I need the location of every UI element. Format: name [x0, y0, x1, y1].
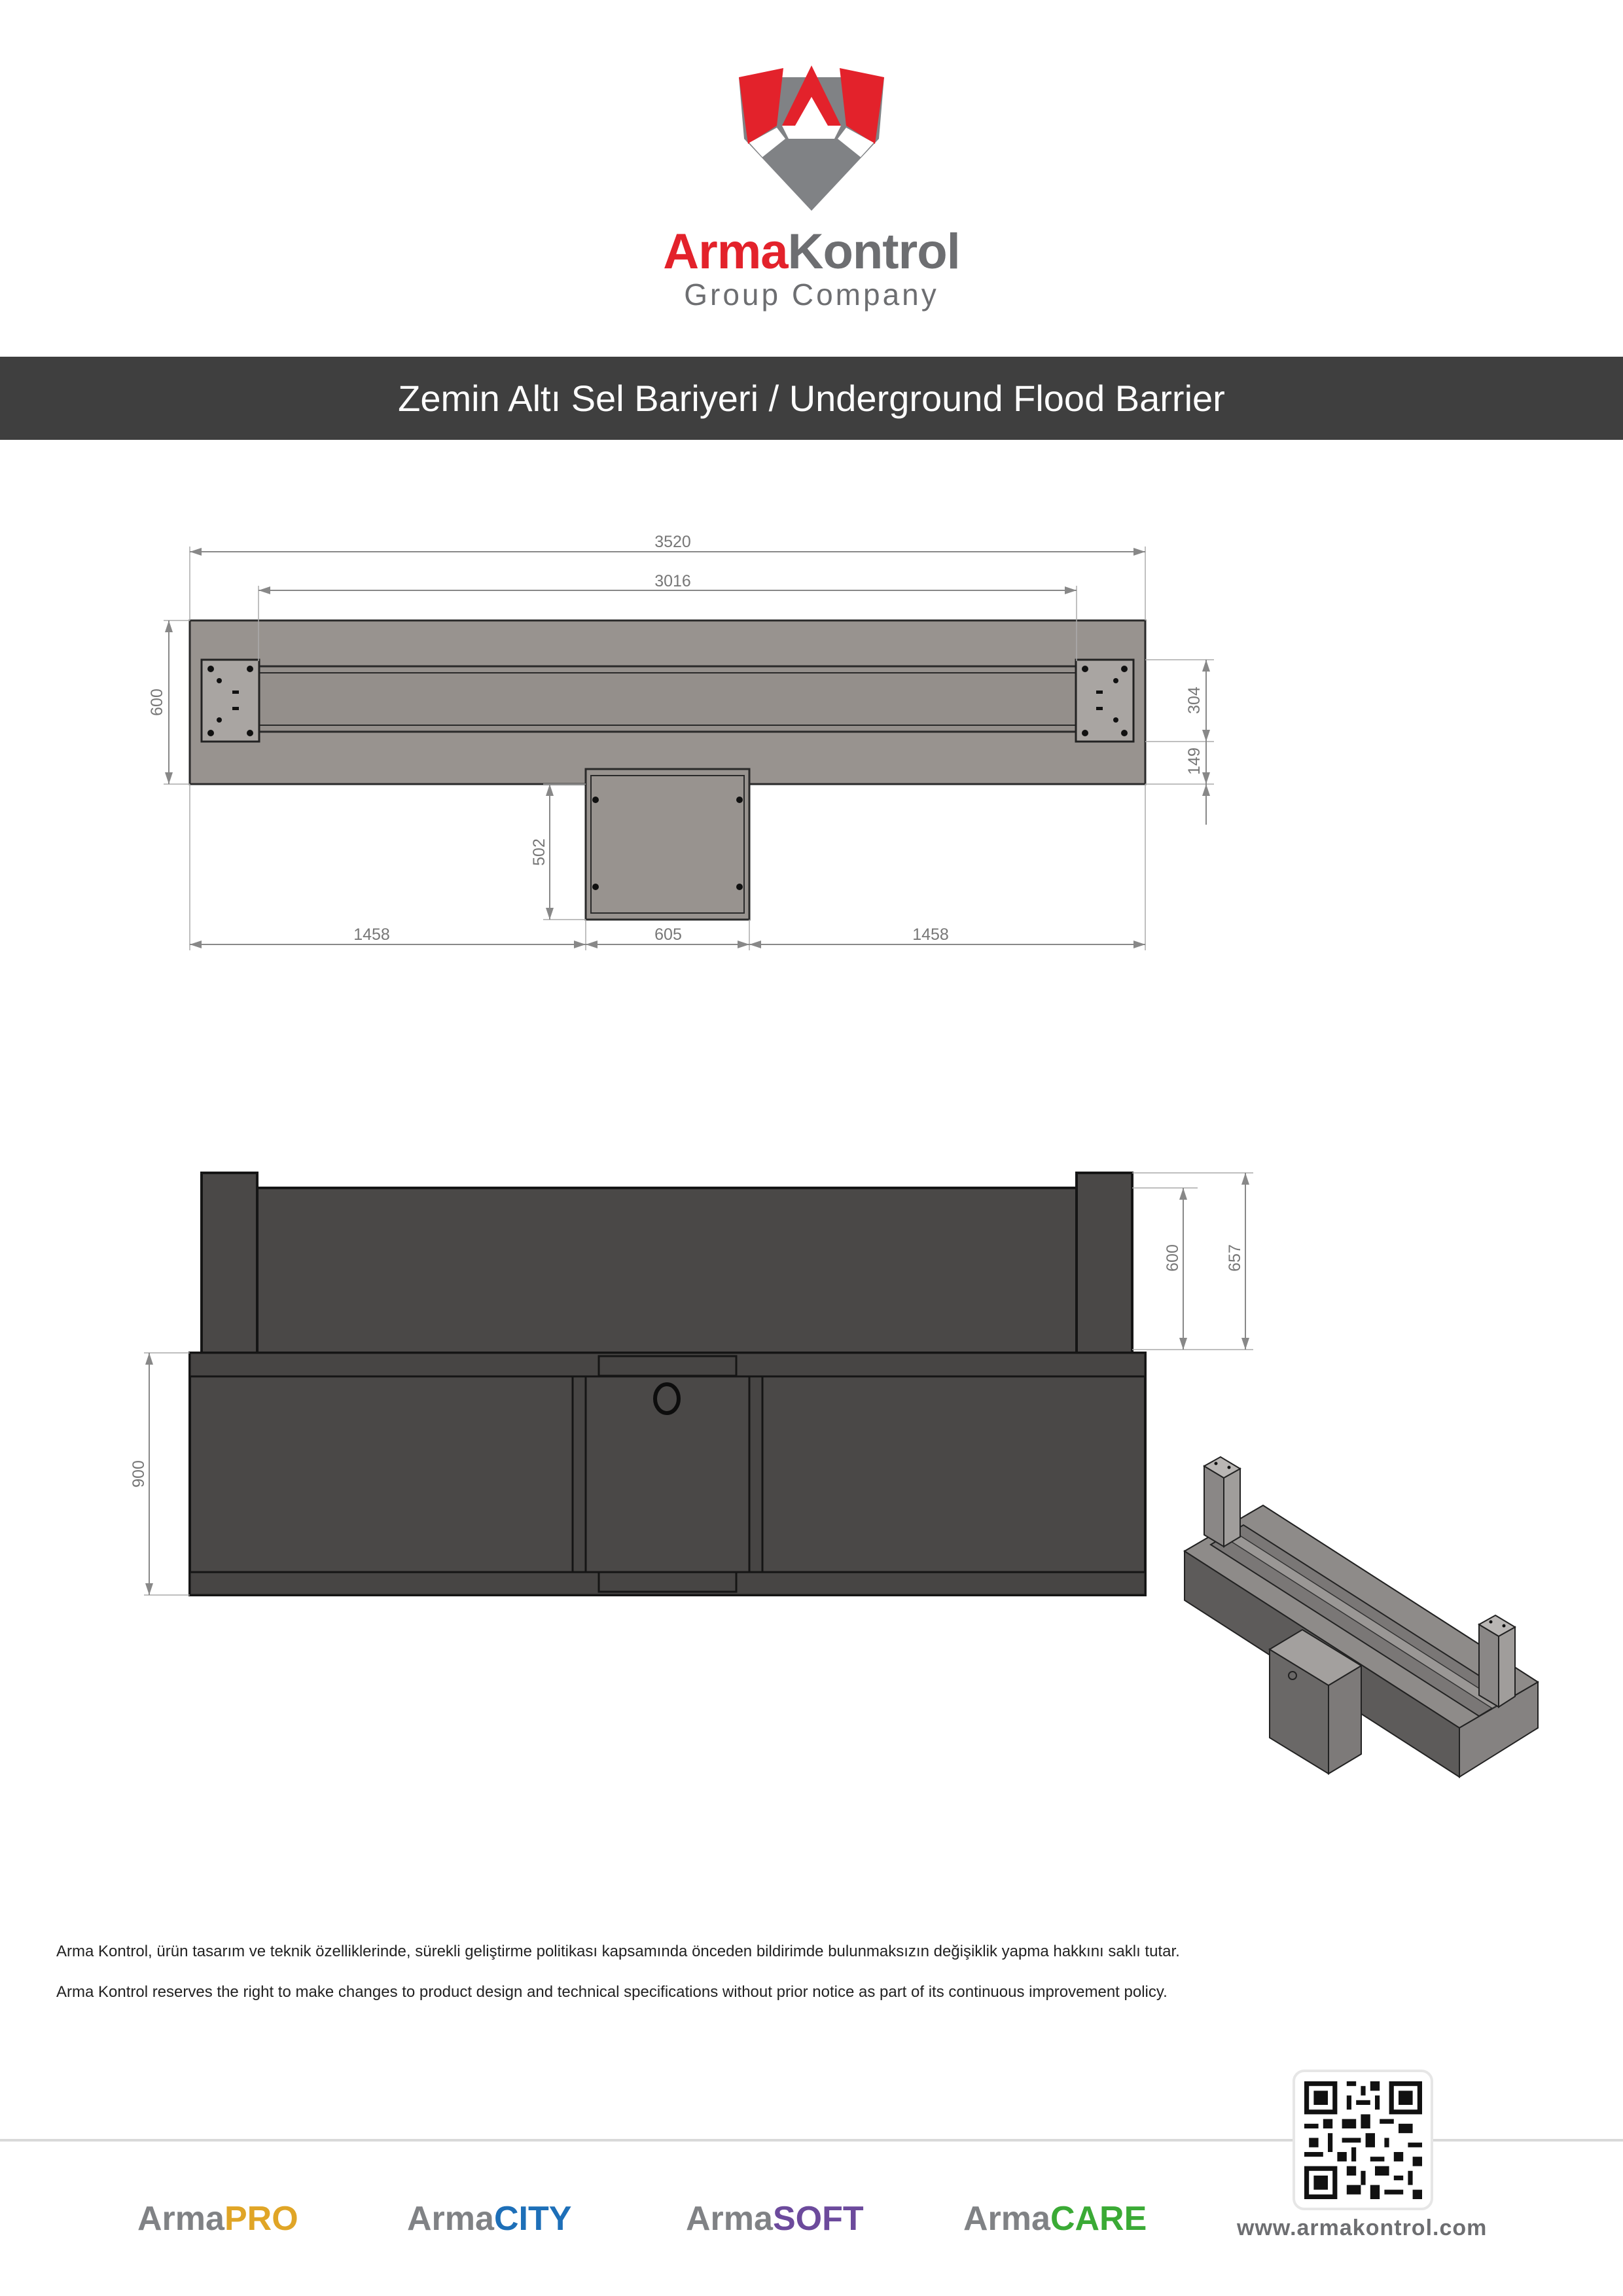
footer-brand-armacare: ArmaCARE — [963, 2200, 1147, 2238]
top-view-drawing — [0, 497, 1623, 995]
footer-brand-armasoft: ArmaSOFT — [686, 2200, 864, 2238]
dim-channel-width: 304 — [1185, 687, 1204, 714]
front-base — [190, 1353, 1145, 1595]
isometric-view — [1171, 1453, 1590, 1820]
brand-name-part1: Arma — [663, 224, 788, 279]
brand-name-part2: Kontrol — [787, 224, 960, 279]
footer-brand-armapro: ArmaPRO — [137, 2200, 298, 2238]
dim-barrier-height: 600 — [1164, 1244, 1182, 1272]
notice-turkish: Arma Kontrol, ürün tasarım ve teknik özelliklerinde, sürekli geliştirme politikası kapsamında önceden bildirimde bulunmaksızın değişiklik yapma hakkını saklı tutar. — [56, 1943, 1180, 1960]
top-view-channel — [255, 666, 1080, 732]
dim-edge-offset: 149 — [1185, 747, 1204, 775]
front-right-post — [1077, 1173, 1132, 1353]
brand-subtitle: Group Company — [684, 278, 939, 312]
dim-box-depth: 502 — [530, 838, 548, 866]
front-left-post — [202, 1173, 257, 1353]
dim-overall-length: 3520 — [654, 533, 691, 551]
dim-depth: 600 — [148, 689, 166, 716]
dim-base-height: 900 — [130, 1460, 148, 1488]
left-mounting-plate — [202, 660, 259, 742]
qr-code[interactable] — [1293, 2070, 1433, 2210]
company-logo — [654, 59, 969, 327]
dim-post-height: 657 — [1226, 1244, 1244, 1272]
front-barrier-panel — [255, 1188, 1077, 1353]
right-mounting-plate — [1076, 660, 1133, 742]
dim-inner-length: 3016 — [654, 572, 691, 590]
dim-left-segment: 1458 — [353, 925, 390, 944]
dim-box-width: 605 — [654, 925, 682, 944]
shield-logo-icon — [736, 65, 887, 213]
notice-english: Arma Kontrol reserves the right to make changes to product design and technical specifications without prior notice as part of its continuous improvement policy. — [56, 1983, 1168, 2001]
dim-right-segment: 1458 — [912, 925, 949, 944]
website-link[interactable]: www.armakontrol.com — [1237, 2215, 1488, 2240]
top-view-box — [586, 769, 749, 920]
document-title: Zemin Altı Sel Bariyeri / Underground Flood Barrier — [398, 378, 1225, 419]
brand-name — [654, 223, 969, 281]
footer-brand-armacity: ArmaCITY — [407, 2200, 572, 2238]
title-bar — [0, 357, 1623, 440]
qr-code-icon — [1304, 2081, 1422, 2199]
